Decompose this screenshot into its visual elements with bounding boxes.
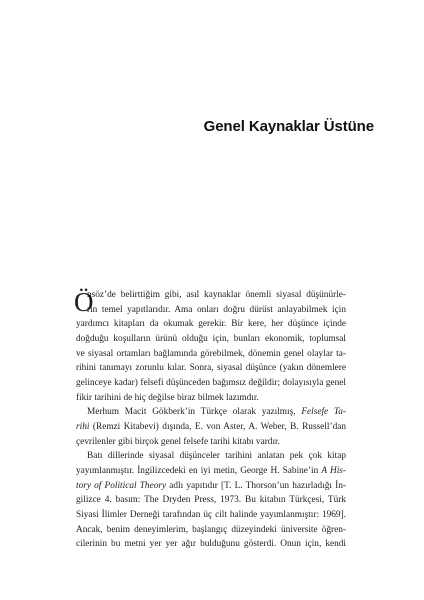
paragraph-2 [76,405,346,449]
text-line: Ancak, benim deneyimlerim, başlangıç düzeyindeki üniversite öğren- [76,524,346,535]
text-line: ve siyasal ortamları bağlamında görebilmek, dönemin genel olaylar ta- [76,348,346,359]
text-line: yardımcı kitapları da okumak gerekir. Bir kere, her düşünce içinde [76,319,346,330]
text-line: cilerinin bu metni yer yer ağır bulduğunu gösterdi. Onun için, kendi [76,539,346,550]
text-line: rin temel yapıtlarıdır. Ama onları doğru dürüst anlayabilmek için [87,304,346,315]
text-line: Batı dillerinde siyasal düşünceler tarihini anlatan pek çok kitap [87,451,346,462]
text-line: gilizce 4. basım: The Dryden Press, 1973. Bu kitabın Türkçesi, Türk [76,495,346,506]
text-line: nsöz’de belirttiğim gibi, asıl kaynaklar önemli siyasal düşünürle- [87,290,346,300]
text-line: fikir tarihini de hiç değilse biraz bilmek lazımdır. [76,392,259,403]
text-line: yayımlanmıştır. İngilizcedeki en iyi metin, George H. Sabine’in A His- [76,465,346,476]
text-line: Siyasi İlimler Derneği tarafından üç cilt halinde yayımlanmıştır: 1969]. [76,509,346,520]
drop-cap: Ö [74,287,94,317]
text-line: çevrilenler gibi birçok genel felsefe tarihi kitabı vardır. [76,436,280,447]
text-line: gelinceye kadar) felsefi düşünceden bağımsız değildir; dolayısıyla genel [76,377,346,388]
text-line: doğduğu koşulların ürünü olduğu için, bunları ekonomik, toplumsal [76,333,346,344]
text-line: Merhum Macit Gökberk’in Türkçe olarak yazılmış, Felsefe Ta- [87,407,346,418]
paragraph-3 [76,449,346,552]
chapter-title: Genel Kaynaklar Üstüne [203,118,374,135]
body-text [76,288,346,552]
text-line: rihi (Remzi Kitabevi) dışında, E. von Aster, A. Weber, B. Russell’dan [76,421,346,432]
text-line: tory of Political Theory adlı yapıtıdır [T. L. Thorson’un hazırladığı İn- [76,480,346,491]
paragraph-1 [76,288,346,405]
text-line: rihini tanımayı zorunlu kılar. Sonra, siyasal düşünce (yakın dönemlere [76,363,346,374]
